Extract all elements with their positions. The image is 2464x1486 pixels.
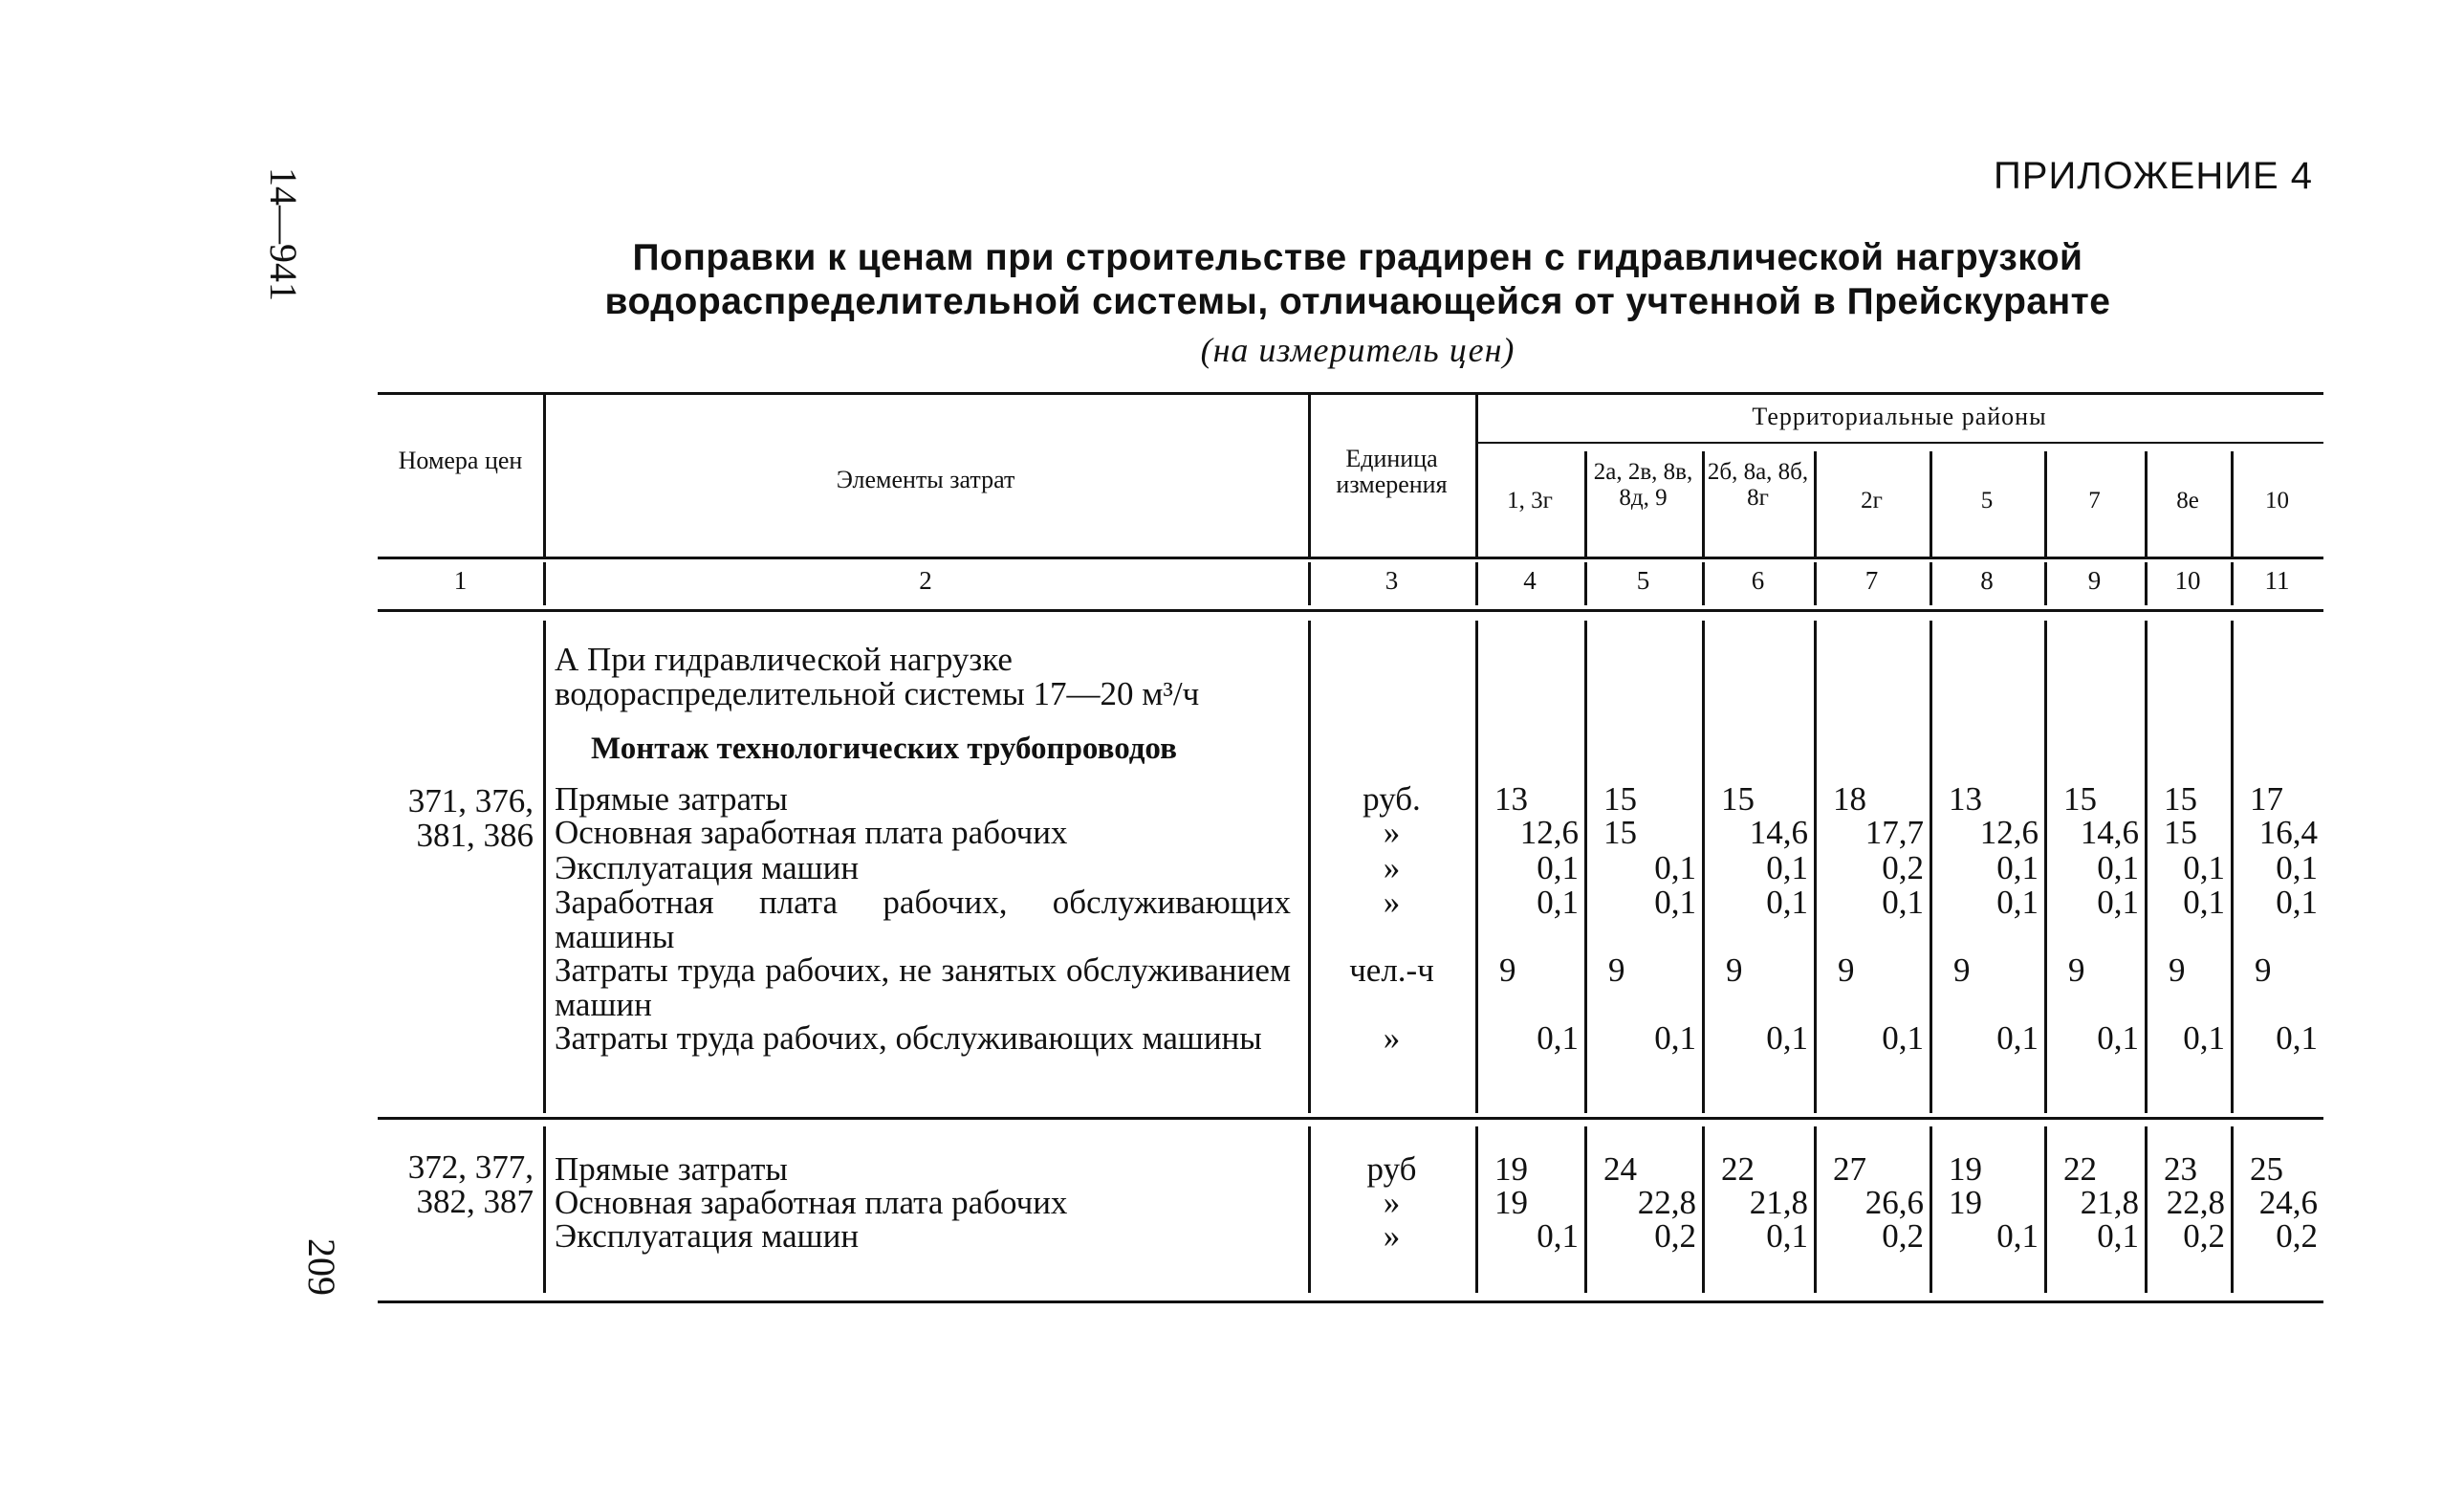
column-divider [2145,1126,2148,1293]
unit-value: руб [1366,1150,1417,1188]
unit-value: руб. [1363,780,1421,818]
column-divider [1584,1126,1587,1293]
unit-value: чел.-ч [1349,951,1434,989]
region-value: 9 [1608,951,1625,989]
region-value: 19 [1494,1184,1528,1221]
region-value: 9 [1499,951,1516,989]
region-value: 9 [2255,951,2272,989]
column-divider [1584,451,1587,557]
header-territorial-regions: Территориальные районы [1752,403,2047,430]
column-divider [1702,621,1705,1113]
column-divider [2044,451,2047,557]
column-number: 3 [1385,566,1399,595]
rule [1475,442,2323,444]
region-value: 22 [1721,1150,1755,1188]
column-number: 7 [1864,566,1879,595]
column-divider [2145,451,2148,557]
region-value: 9 [1838,951,1855,989]
region-value: 19 [1949,1184,1982,1221]
header-region-5: 5 [1980,488,1994,514]
header-region-3: 2б, 8а, 8б, 8г [1707,459,1809,511]
rule [378,392,2323,395]
region-value: 0,1 [2097,1019,2139,1057]
price-numbers: 372, 377, 382, 387 [407,1148,534,1220]
column-divider [2231,451,2234,557]
column-divider [2231,621,2234,1113]
region-value: 0,1 [2276,1019,2318,1057]
title-line-1: Поправки к ценам при строительстве градирен с гидравлической нагрузкой [632,237,2083,278]
cost-element-label: Затраты труда рабочих, не занятых обслуживанием машин [555,951,1291,1023]
column-divider [1930,1126,1932,1293]
region-value: 17 [2250,780,2283,818]
region-value: 15 [2164,780,2197,818]
region-value: 24 [1603,1150,1637,1188]
header-price-numbers: Номера цен [398,447,523,474]
region-value: 0,1 [2097,884,2139,921]
region-value: 17,7 [1864,814,1924,851]
region-value: 0,1 [2097,849,2139,886]
region-value: 15 [1603,814,1637,851]
cost-element-label: Основная заработная плата рабочих [555,814,1068,851]
rule [378,1300,2323,1303]
region-value: 0,1 [1882,884,1924,921]
column-divider [1702,1126,1705,1293]
section-a-subheading: Монтаж технологических трубопроводов [591,732,1177,766]
header-region-1: 1, 3г [1507,488,1553,514]
region-value: 26,6 [1864,1184,1924,1221]
column-divider [1702,451,1705,557]
column-divider [543,621,546,1113]
region-value: 0,1 [2183,849,2225,886]
region-value: 0,1 [2097,1217,2139,1255]
region-value: 27 [1833,1150,1866,1188]
column-divider [1475,621,1478,1113]
header-region-4: 2г [1861,488,1883,514]
cost-element-label: Эксплуатация машин [555,849,860,886]
rule [378,1117,2323,1120]
column-divider [543,1126,546,1293]
column-number: 1 [453,566,468,595]
region-value: 0,1 [1654,1019,1696,1057]
unit-value: » [1383,1019,1401,1057]
region-value: 15 [1603,780,1637,818]
region-value: 9 [1726,951,1743,989]
column-divider [2145,621,2148,1113]
column-divider [2044,621,2047,1113]
region-value: 0,2 [1654,1217,1696,1255]
column-divider [1814,451,1817,557]
region-value: 0,1 [1766,1217,1808,1255]
column-divider [2231,1126,2234,1293]
region-value: 22 [2063,1150,2097,1188]
region-value: 0,2 [1882,1217,1924,1255]
column-number: 4 [1523,566,1537,595]
column-number: 5 [1636,566,1650,595]
region-value: 0,1 [2183,884,2225,921]
region-value: 0,1 [1537,849,1579,886]
region-value: 15 [1721,780,1755,818]
region-value: 0,1 [2183,1019,2225,1057]
header-region-8: 10 [2265,488,2289,514]
region-value: 0,1 [1766,1019,1808,1057]
region-value: 9 [2068,951,2085,989]
region-value: 15 [2164,814,2197,851]
column-number: 11 [2264,566,2290,595]
region-value: 0,1 [2276,849,2318,886]
region-value: 0,1 [1537,1217,1579,1255]
price-numbers: 371, 376, 381, 386 [407,782,534,854]
region-value: 0,2 [2183,1217,2225,1255]
header-cost-elements: Элементы затрат [836,466,1015,493]
unit-value: » [1383,849,1401,886]
rule [378,557,2323,559]
section-a-heading: А При гидравлической нагрузке водораспределительной системы 17—20 м³/ч [555,641,1200,712]
region-value: 12,6 [1519,814,1579,851]
column-number: 8 [1980,566,1994,595]
region-value: 23 [2164,1150,2197,1188]
region-value: 21,8 [2080,1184,2139,1221]
region-value: 13 [1949,780,1982,818]
header-region-2: 2а, 2в, 8в, 8д, 9 [1593,459,1693,511]
rule [378,609,2323,612]
header-unit: Единица измерения [1336,445,1448,498]
unit-value: » [1383,1217,1401,1255]
column-number: 9 [2087,566,2102,595]
subtitle: (на измеритель цен) [1200,331,1515,369]
column-number: 6 [1751,566,1765,595]
region-value: 24,6 [2258,1184,2318,1221]
header-region-6: 7 [2088,488,2101,514]
region-value: 18 [1833,780,1866,818]
region-value: 25 [2250,1150,2283,1188]
region-value: 0,1 [1766,884,1808,921]
region-value: 0,1 [1537,884,1579,921]
appendix-label: ПРИЛОЖЕНИЕ 4 [1994,155,2313,197]
column-number: 2 [919,566,932,595]
column-divider [1584,621,1587,1113]
region-value: 9 [1953,951,1971,989]
region-value: 22,8 [1637,1184,1696,1221]
cost-element-label: Заработная плата рабочих, обслуживающих машины [555,884,1291,955]
cost-element-label: Затраты труда рабочих, обслуживающих машины [555,1019,1262,1057]
unit-value: » [1383,884,1401,921]
region-value: 14,6 [2080,814,2139,851]
region-value: 0,1 [1996,884,2039,921]
column-divider [1930,621,1932,1113]
region-value: 0,1 [1537,1019,1579,1057]
region-value: 12,6 [1979,814,2039,851]
column-divider [1814,621,1817,1113]
unit-value: » [1383,1184,1401,1221]
region-value: 0,1 [1766,849,1808,886]
cost-element-label: Прямые затраты [555,780,788,818]
cost-element-label: Эксплуатация машин [555,1217,860,1255]
header-region-7: 8е [2176,488,2199,514]
page-number: 209 [300,1238,343,1296]
region-value: 0,1 [1654,884,1696,921]
region-value: 19 [1494,1150,1528,1188]
region-value: 0,1 [1996,1019,2039,1057]
column-divider [2044,1126,2047,1293]
region-value: 0,1 [1882,1019,1924,1057]
column-number: 10 [2174,566,2201,595]
region-value: 0,2 [1882,849,1924,886]
region-value: 0,1 [1996,1217,2039,1255]
column-divider [1308,392,1311,557]
region-value: 14,6 [1749,814,1808,851]
unit-value: » [1383,814,1401,851]
region-value: 0,1 [1654,849,1696,886]
region-value: 13 [1494,780,1528,818]
column-divider [1930,451,1932,557]
cost-element-label: Основная заработная плата рабочих [555,1184,1068,1221]
region-value: 19 [1949,1150,1982,1188]
cost-element-label: Прямые затраты [555,1150,788,1188]
title-line-2: водораспределительной системы, отличающейся от учтенной в Прейскуранте [604,281,2111,322]
region-value: 0,1 [1996,849,2039,886]
side-document-code: 14—941 [262,167,305,301]
column-divider [1475,1126,1478,1293]
region-value: 22,8 [2166,1184,2225,1221]
region-value: 0,1 [2276,884,2318,921]
region-value: 15 [2063,780,2097,818]
column-divider [1814,1126,1817,1293]
region-value: 9 [2169,951,2186,989]
region-value: 16,4 [2258,814,2318,851]
region-value: 0,2 [2276,1217,2318,1255]
region-value: 21,8 [1749,1184,1808,1221]
